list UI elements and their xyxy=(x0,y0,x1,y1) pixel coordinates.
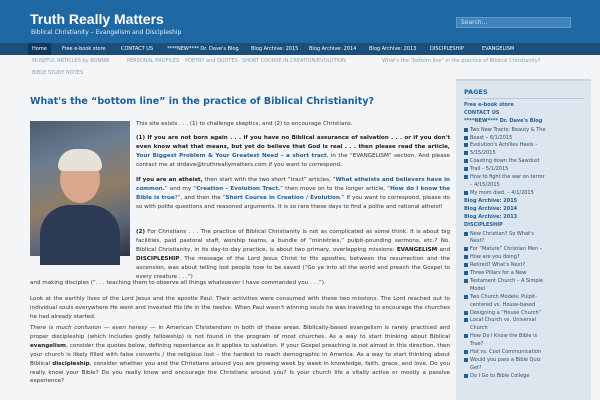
sidebar-entry[interactable]: My mom died. – 4/1/2015 xyxy=(470,189,534,196)
paragraph-not-born-again xyxy=(136,134,450,170)
sidebar-entry[interactable]: Hot vs. Cool Communication xyxy=(470,349,542,355)
secondary-nav xyxy=(30,55,541,79)
sidebar-bullet-icon xyxy=(464,167,468,171)
sidebar-entry[interactable]: Testament Church – A Simple xyxy=(470,277,544,284)
p3-discipleship: DISCIPLESHIP xyxy=(136,255,180,262)
nav-item-ebook-store[interactable]: Free e-book store xyxy=(62,46,106,52)
sidebar-entry[interactable]: Church xyxy=(470,325,488,332)
sidebar-entry[interactable]: For “Mature” Christian Men – xyxy=(470,246,543,253)
subnav-item-bible-study[interactable]: BIBLE STUDY NOTES xyxy=(32,70,84,76)
p5-evangelism: evangelism xyxy=(30,342,66,349)
sidebar-bullet-icon xyxy=(464,334,468,338)
sidebar-entry[interactable]: Blog Archive: 2015 xyxy=(464,197,518,204)
paragraph-atheist xyxy=(136,176,450,212)
atheists-believers-link[interactable]: What atheists and believers have in common. xyxy=(136,177,450,192)
nav-item-contact[interactable]: CONTACT US xyxy=(121,46,154,52)
sidebar-entry[interactable]: How are you doing? xyxy=(470,254,520,261)
subnav-item-articles[interactable]: MUSEFUL ARTICLES by BONNIE xyxy=(32,58,110,64)
sidebar-entry[interactable]: ****NEW**** Dr. Dave's Blog xyxy=(464,118,543,125)
nav-item-home[interactable]: Home xyxy=(28,43,51,55)
p2-c: ” then move on to the longer article, “ xyxy=(280,185,391,192)
sidebar-bullet-icon xyxy=(464,255,468,259)
photo-hair xyxy=(58,149,102,171)
sidebar-bullet-icon xyxy=(464,279,468,283)
sidebar-entry[interactable]: Blog Archive: 2013 xyxy=(464,214,518,221)
subnav-item-profiles[interactable]: PERSONAL PROFILES xyxy=(127,58,180,64)
author-photo xyxy=(30,121,130,256)
p2-d: ?”, and then the “ xyxy=(174,194,226,201)
short-course-link[interactable]: Short Course in Creation / Evolution xyxy=(225,194,340,201)
bible-true-link[interactable]: How do I know the Bible is true xyxy=(136,185,451,201)
search-input[interactable]: Search... xyxy=(456,17,571,28)
paragraph-earthly-lives: Look at the earthly lives of the Lord Jesus and the apostle Paul. Their activities were consumed with these two missions. The Lord reached out to individual souls everywhere He went and invested His life in the twelve. When Paul wasn't winning souls he was traveling to encourage the churches he had already started. xyxy=(30,296,450,320)
short-tract-link[interactable]: Your Biggest Problem & Your Greatest Need – a short tract xyxy=(136,152,327,159)
sidebar-bullet-icon xyxy=(464,311,468,315)
p2-b: ” and my “ xyxy=(164,185,197,192)
sidebar-bullet-icon xyxy=(464,136,468,140)
p2-a: then start with the two short “tract” articles, “ xyxy=(204,177,336,183)
p3-lead: (2) xyxy=(136,229,146,235)
p1-lead: (1) If you are not born again . . . if you have no Biblical assurance of salvation . . . or if you don't even know what that means, but yet do believe that God is real . . . then please read the article, xyxy=(136,135,450,150)
sidebar-entry[interactable]: Three Pillars for a New xyxy=(470,270,527,276)
sidebar-entry[interactable]: Would you pass a Bible Quiz xyxy=(470,356,541,363)
sidebar-bullet-icon xyxy=(464,374,468,378)
sidebar-bullet-icon xyxy=(464,318,468,322)
paragraph-christians xyxy=(136,228,450,281)
sidebar-bullet-icon xyxy=(464,247,468,251)
site-header xyxy=(0,0,600,43)
sidebar-entry[interactable]: – 4/15/2015 xyxy=(470,181,500,188)
p5-italic: There is much confusion — even heresy xyxy=(30,325,148,331)
sidebar-entry[interactable]: Model xyxy=(470,285,486,292)
sidebar-bullet-icon xyxy=(464,191,468,195)
sidebar-entry[interactable]: How to fight the war on terror xyxy=(470,174,545,180)
p3-and: and xyxy=(439,246,451,253)
sidebar-entry[interactable]: CONTACT US xyxy=(464,110,500,117)
subnav-item-short-course[interactable]: SHORT COURSE IN CREATION/EVOLUTION xyxy=(242,58,346,64)
sidebar-entry[interactable]: Do I Go to Bible College xyxy=(470,372,530,379)
nav-item-evangelism[interactable]: EVANGELISM xyxy=(482,46,515,52)
site-title[interactable]: Truth Really Matters xyxy=(30,11,164,27)
creation-tract-link[interactable]: Creation – Evolution Tract. xyxy=(196,185,281,192)
sidebar-bullet-icon xyxy=(464,358,468,362)
sidebar-entry[interactable]: Get? xyxy=(470,364,482,371)
sidebar-bullet-icon xyxy=(464,175,468,179)
nav-item-blog[interactable]: ****NEW**** Dr. Dave's Blog xyxy=(167,46,239,52)
p2-e: .” If you want to correspond, please do so with polite questions and reasoned arguments. It is so rare these days to find a polite and rational atheist! xyxy=(136,194,450,210)
sidebar-entry[interactable]: 5/15/2015 xyxy=(470,150,496,157)
paragraph-confusion xyxy=(30,324,450,386)
nav-item-discipleship[interactable]: DISCIPLESHIP xyxy=(430,46,464,52)
sidebar-divider xyxy=(464,98,585,99)
p5-discipleship: discipleship xyxy=(52,360,90,367)
sidebar-bullet-icon xyxy=(464,232,468,236)
sidebar-entry[interactable]: Retired? What's Next? xyxy=(470,262,526,269)
post-title: What's the “bottom line” in the practice of Biblical Christianity? xyxy=(30,96,375,107)
sidebar-entry[interactable]: DISCIPLESHIP xyxy=(464,222,503,229)
sidebar-entry[interactable]: How Do I Know the Bible is xyxy=(470,333,538,340)
sidebar-bullet-icon xyxy=(464,350,468,354)
p1-after: , in the “EVANGELISM” section. And please contact me at drdave@truthreallymatters.com if you want to correspond. xyxy=(136,152,450,168)
sidebar-entry[interactable]: Coasting down the Sawdust xyxy=(470,158,540,165)
sidebar-entry[interactable]: True? xyxy=(470,341,484,348)
subnav-item-poetry[interactable]: POETRY and QUOTES xyxy=(185,58,238,64)
sidebar-bullet-icon xyxy=(464,295,468,299)
sidebar-entry[interactable]: Trail – 5/1/2015 xyxy=(470,166,509,173)
sidebar-entry[interactable]: Free e-book store xyxy=(464,102,514,108)
sidebar-bullet-icon xyxy=(464,271,468,275)
p5-text: — in American Christendom in both of these areas. Biblically-based evangelism is rarely practiced and proper discipleship (which includes godly fellowship) is not found in the program of most churches. As a way to start thinking about Biblical xyxy=(30,325,450,340)
p3-text: For Christians . . . The practice of Biblical Christianity is not as complicated as some think. It is about big facilities, paid pastoral staff, worship teams, a bundle of “ministries,” pulpit-pounding sermons, etc.? No. Biblical Christianity, in its day-to-day practice, is about two primary, overlapping missions: xyxy=(136,229,450,253)
sidebar-entry[interactable]: New Christian? So What's xyxy=(470,230,534,237)
sidebar-entry[interactable]: Designing a “House Church” xyxy=(470,309,542,316)
sidebar-entry[interactable]: centered vs. House-based xyxy=(470,301,536,308)
sidebar-heading: PAGES xyxy=(464,88,488,96)
paragraph-christians-cont: and making disciples (“. . . teaching them to observe all things whatsoever I have commanded you . . .”). xyxy=(30,280,326,286)
sidebar-bullet-icon xyxy=(464,263,468,267)
sidebar-bullet-icon xyxy=(464,159,468,163)
primary-nav xyxy=(0,43,600,55)
nav-item-archive-2015[interactable]: Blog Archive: 2015 xyxy=(251,46,299,52)
sidebar-entry[interactable]: Two New Tracts: Beauty & The xyxy=(470,126,546,133)
sidebar-entry[interactable]: Local Church vs. Universal xyxy=(470,317,536,324)
sidebar-entry[interactable]: Two Church Models: Pulpit- xyxy=(470,293,537,300)
p3-evangelism: EVANGELISM xyxy=(396,246,438,253)
intro-paragraph: This site exists . . . (1) to challenge skeptics, and (2) to encourage Christians. xyxy=(136,121,353,127)
photo-shirt xyxy=(40,205,120,265)
sidebar-bullet-icon xyxy=(464,151,468,155)
nav-item-archive-2014[interactable]: Blog Archive: 2014 xyxy=(309,46,357,52)
sidebar-entry[interactable]: Evolution's Achilles Heels – xyxy=(470,142,538,149)
p5-text3: , consider whether you and the Christians around you are growing week by week in knowledge, faith, grace, and love. Do you really know your Bible? Do you really know and encourage the Christians around you? Is your church life a vitally active or mostly a passive experience? xyxy=(30,360,450,385)
sidebar-entry[interactable]: Next? xyxy=(470,238,485,245)
p2-lead: If you are an atheist, xyxy=(136,177,203,183)
p5-text2: , consider the quotes below, defining repentance as it applies to salvation. If your Gospel preaching is not aimed in this direction, then your church is likely filled with false converts / the religious lost – the hardest to reach demographic in America. As a way to start thinking about Biblical xyxy=(30,342,450,367)
site-description: Biblical Christianity – Evangelism and Discipleship xyxy=(31,29,182,36)
sidebar-entry[interactable]: Beast – 6/1/2015 xyxy=(470,134,513,141)
sidebar-bullet-icon xyxy=(464,143,468,147)
sidebar-entry[interactable]: Blog Archive: 2014 xyxy=(464,205,518,212)
p3-tail: . The message of the Lord Jesus Christ to His apostles, between the resurrection and the ascension, was about telling lost people how to be saved (“Go ye into all the world and preach the Gospel to every creature . . .”) xyxy=(136,255,450,280)
nav-item-archive-2013[interactable]: Blog Archive: 2013 xyxy=(369,46,417,52)
sidebar-bullet-icon xyxy=(464,128,468,132)
sidebar xyxy=(456,79,591,400)
subnav-item-bottom-line[interactable]: What's the "bottom line" in the practice of Biblical Christianity? xyxy=(382,58,541,64)
